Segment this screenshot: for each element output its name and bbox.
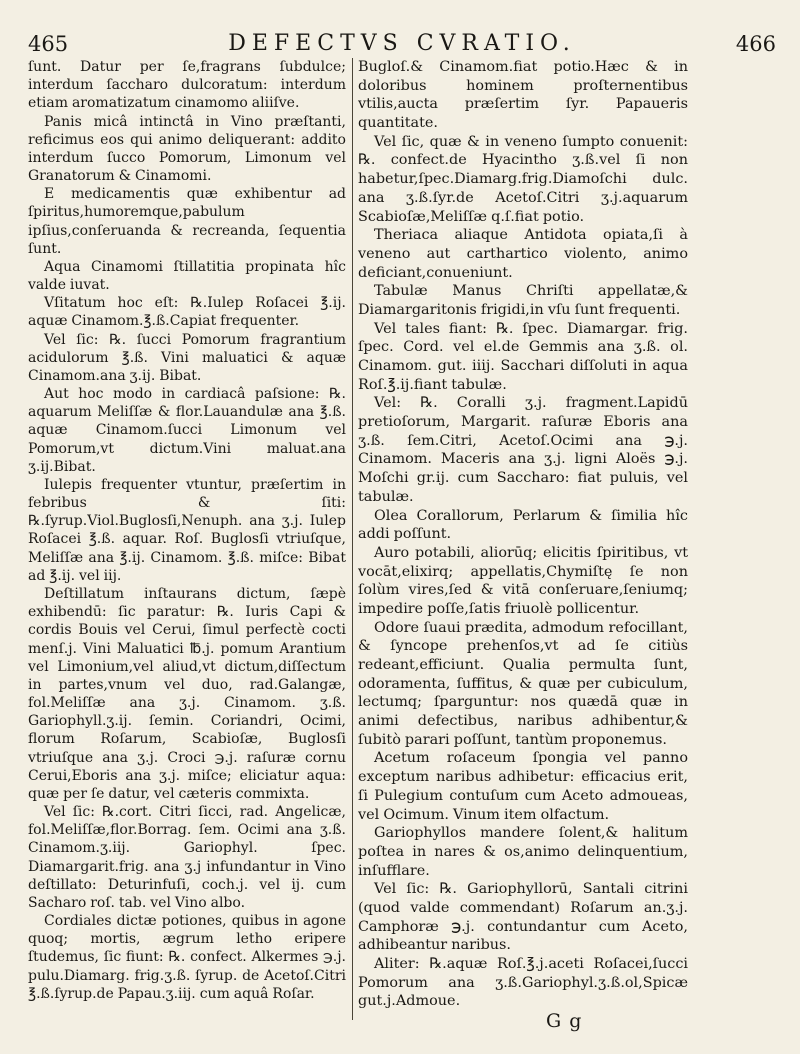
paragraph: Vel ſic: ℞. Gariophyllorū, Santali citrini (quod valde commendant) Roſarum an.ʒ.j. Camphoræ ℈.j. contundantur cum Aceto, adhibeantur naribus. [358,881,688,954]
paragraph: Tabulæ Manus Chriſti appellatæ,& Diamargaritonis frigidi,in vſu ſunt frequenti. [358,283,688,318]
paragraph: Odore ſuaui prædita, admodum refocillant, & ſyncope prehenſos,vt ad ſe citiùs redeant,efficiunt. Qualia permulta ſunt, odoramenta, ſuffitus, & quæ per cubiculum, lectumq; ſparguntur: nos quædā quæ in animi defectibus, naribus adhibentur,& ſubitò parari poſſunt, tantùm proponemus. [358,619,688,748]
paragraph: ſunt. Datur per ſe,fragrans ſubdulce; interdum ſaccharo dulcoratum: interdum etiam aromatizatum cinamomo aliiſve. [28,59,346,112]
catchword-signature: G g [546,1010,583,1032]
paragraph: Acetum roſaceum ſpongia vel panno exceptum naribus adhibetur: efficacius erit, ſi Pulegium contuſum cum Aceto admoueas, vel Ocimum. Vinum item olfactum. [358,750,688,823]
column-divider [352,58,353,1020]
paragraph: Aliter: ℞.aquæ Roſ.℥.j.aceti Roſacei,ſucci Pomorum ana ʒ.ß.Gariophyl.ʒ.ß.ol,Spicæ gut.j.Admoue. [358,956,688,1010]
paragraph: Aqua Cinamomi ſtillatitia propinata hîc valde iuvat. [28,258,346,294]
paragraph: Vel ſic: ℞.cort. Citri ſicci, rad. Angelicæ, fol.Meliſſæ,flor.Borrag. ſem. Ocimi ana ʒ.ß. Cinamom.ʒ.iij. Gariophyl. ſpec. Diamargarit.frig. ana ʒ.j infundantur in Vino deſtillato: Deturinfuſi, coch.j. vel ij. cum Sacharo roſ. tab. vel Vino albo. [28,804,346,911]
page-number-left: 465 [28,32,69,56]
paragraph: Vel: ℞. Coralli ʒ.j. fragment.Lapidū pretioſorum, Margarit. raſuræ Eboris ana ʒ.ß. ſem.Citri, Acetoſ.Ocimi ana ℈.j. Cinamom. Maceris ana ʒ.j. ligni Aloës ℈.j. Moſchi gr.ij. cum Saccharo: fiat puluis, vel tabulæ. [358,395,688,505]
paragraph: Olea Corallorum, Perlarum & ſimilia hîc addi poſſunt. [358,507,688,543]
paragraph: Aut hoc modo in cardiacâ paſsione: ℞. aquarum Meliſſæ & flor.Lauandulæ ana ℥.ß. aquæ Cinamom.ſucci Limonum vel Pomorum,vt dictum.Vini maluat.ana ʒ.ij.Bibat. [28,386,346,475]
page-header [28,22,776,56]
paragraph: Vel tales fiant: ℞. ſpec. Diamargar. frig. ſpec. Cord. vel el.de Gemmis ana ʒ.ß. ol. Cinamom. gut. iiij. Sacchari diſſoluti in aqua Roſ.℥.ij.fiant tabulæ. [358,320,688,393]
paragraph: E medicamentis quæ exhibentur ad ſpiritus,humoremque,pabulum ipſius,conſeruanda & recreanda, ſequentia ſunt. [28,186,346,257]
right-column [358,58,688,1011]
paragraph: Iulepis frequenter vtuntur, præſertim in febribus & ſiti: ℞.ſyrup.Viol.Buglosſi,Nenuph. ana ʒ.j. Iulep Roſacei ℥.ß. aquar. Roſ. Buglosſi vtriuſque, Meliſſæ ana ℥.ij. Cinamom. ℥.ß. miſce: Bibat ad ℥.ij. vel iij. [28,476,346,584]
paragraph: Panis micâ intinctâ in Vino præſtanti, reficimus eos qui animo deliquerant: addito interdum ſucco Pomorum, Limonum vel Granatorum & Cinamomi. [28,113,346,185]
paragraph: Gariophyllos mandere ſolent,& halitum poſtea in nares & os,animo delinquentium, inſufflare. [358,825,688,879]
paragraph: Theriaca aliaque Antidota opiata,ſi à veneno aut carthartico violento, animo deficiant,conueniunt. [358,227,688,281]
running-title: DEFECTVS CVRATIO. [228,31,576,56]
paragraph: Cordiales dictæ potiones, quibus in agone quoq; mortis, ægrum letho eripere ſtudemus, ſic fiunt: ℞. confect. Alkermes ℈.j. pulu.Diamarg. frig.ʒ.ß. ſyrup. de Acetoſ.Citri ℥.ß.ſyrup.de Papau.ʒ.iij. cum aquâ Roſar. [28,913,346,1002]
paragraph: Vel ſic, quæ & in veneno ſumpto conuenit: ℞. confect.de Hyacintho ʒ.ß.vel ſi non habetur,ſpec.Diamarg.frig.Diamoſchi dulc. ana ʒ.ß.ſyr.de Acetoſ.Citri ʒ.j.aquarum Scabioſæ,Meliſſæ q.ſ.fiat potio. [358,133,688,225]
left-column [28,58,346,1003]
paragraph: Bugloſ.& Cinamom.fiat potio.Hæc & in doloribus hominem proſternentibus vtilis,aucta præſertim ſyr. Papaueris quantitate. [358,59,688,132]
paragraph: Vel ſic: ℞. ſucci Pomorum fragrantium acidulorum ℥.ß. Vini maluatici & aquæ Cinamom.ana ʒ.ij. Bibat. [28,331,346,384]
paragraph: Vſitatum hoc eſt: ℞.Iulep Roſacei ℥.ij. aquæ Cinamom.℥.ß.Capiat frequenter. [28,295,346,330]
paragraph: Deſtillatum inſtaurans dictum, ſæpè exhibendū: ſic paratur: ℞. Iuris Capi & cordis Bouis vel Cerui, ſimul perfectè cocti menſ.j. Vini Maluatici ℔.j. pomum Arantium vel Limonium,vel aliud,vt dictum,diſſectum in partes,vnum vel duo, rad.Galangæ, fol.Meliſſæ ana ʒ.j. Cinamom. ʒ.ß. Gariophyll.ʒ.ij. ſemin. Coriandri, Ocimi, florum Roſarum, Scabioſæ, Buglosſi vtriuſque ana ʒ.j. Croci ℈.j. raſuræ cornu Cerui,Eboris ana ʒ.j. miſce; eliciatur aqua: quæ per ſe datur, vel cæteris commixta. [28,585,346,802]
paragraph: Auro potabili, aliorūq; elicitis ſpiritibus, vt vocāt,elixirq; appellatis,Chymiſtę ſe non ſolùm vires,ſed & vitā conſeruare,ſeniumq; impedire poſſe,ſatis friuolè pollicentur. [358,544,688,617]
page-number-right: 466 [735,32,776,56]
